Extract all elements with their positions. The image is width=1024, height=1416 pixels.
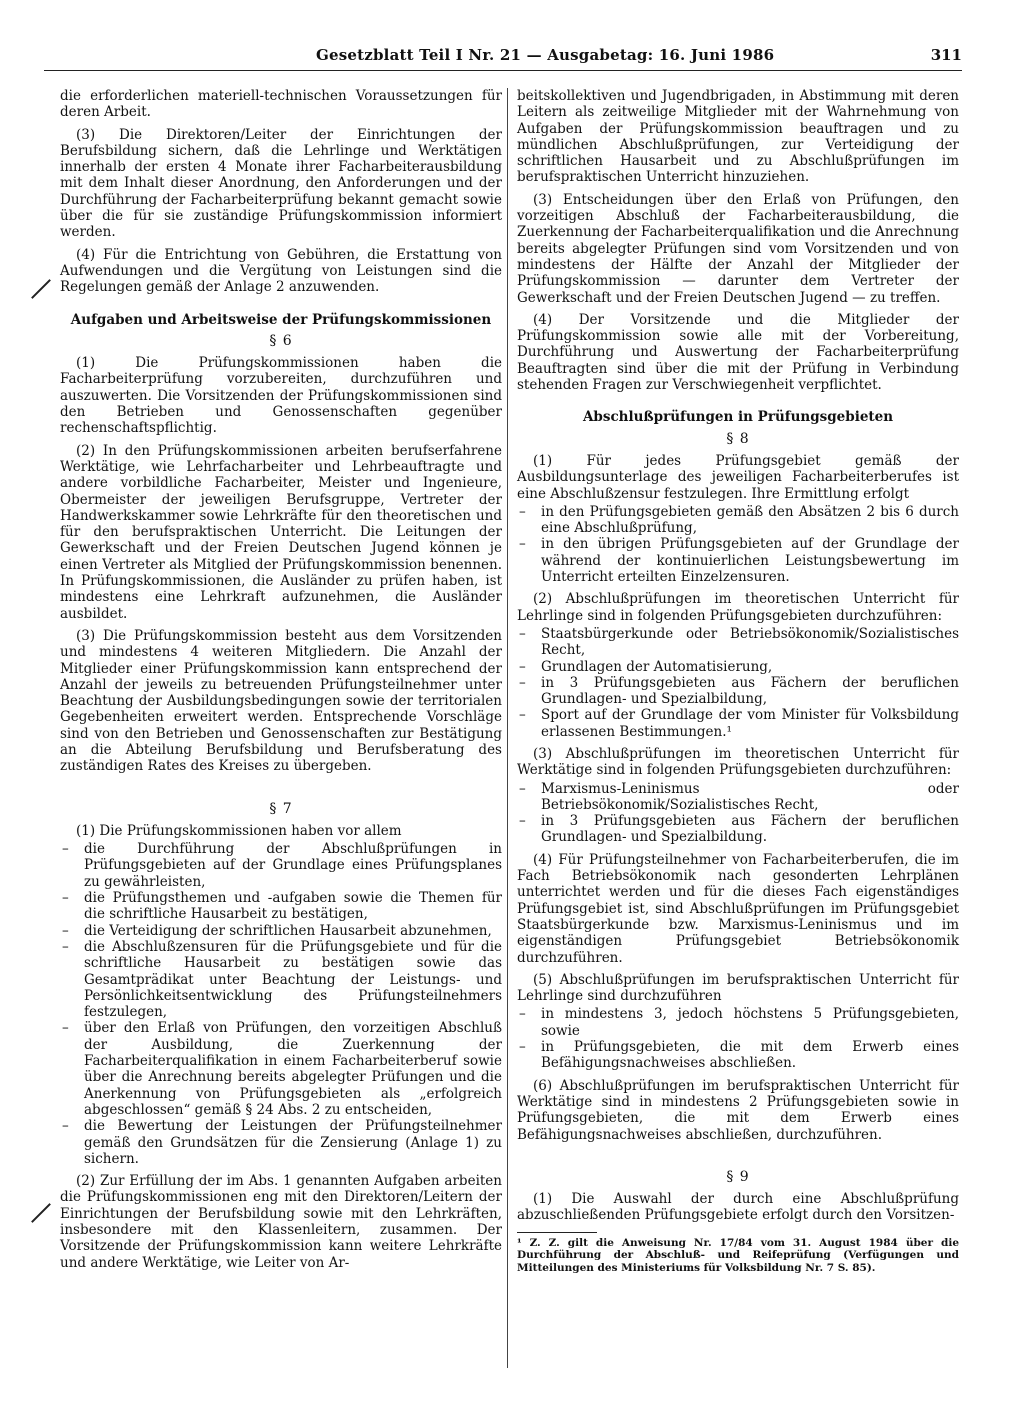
- column-divider: [507, 88, 508, 1368]
- section-number: § 7: [269, 800, 293, 817]
- list-item: – Marxismus-Leninismus oder Betriebsökonomik/Sozialistisches Recht,: [517, 781, 959, 814]
- list-item: – die Durchführung der Abschlußprüfungen in Prüfungsgebieten auf der Grundlage eines Prüfungsplanes zu gewährleisten,: [60, 841, 502, 890]
- list-item: – in Prüfungsgebieten, die mit dem Erwerb eines Befähigungsnachweises abschließen.: [517, 1039, 959, 1072]
- paragraph: (4) Für Prüfungsteilnehmer von Facharbeiterberufen, die im Fach Betriebsökonomik nach gesonderten Lehrplänen unterrichtet werden und für die dieses Fach eigenständiges Prüfungsgebiet ist, sind Abschlußprüfungen im Prüfungsgebiet Staatsbürgerkunde bzw. Marxismus-Leninismus und im eigenständigen Prüfungsgebiet Betriebsökonomik durchzuführen.: [517, 851, 959, 966]
- list-item: – die Bewertung der Leistungen der Prüfungsteilnehmer gemäß den Grundsätzen für die Zensierung (Anlage 1) zu sichern.: [60, 1118, 502, 1167]
- page-number: 311: [930, 46, 962, 64]
- dash-list: [517, 781, 959, 846]
- footnote: ¹ Z. Z. gilt die Anweisung Nr. 17/84 vom 31. August 1984 über die Durchführung der Abschluß- und Reifeprüfung (Verfügungen und Mitteilungen des Ministeriums für Volksbildung Nr. 7 S. 85).: [517, 1236, 959, 1274]
- list-item: – in den Prüfungsgebieten gemäß den Absätzen 2 bis 6 durch eine Abschlußprüfung,: [517, 504, 959, 537]
- left-column: [60, 88, 502, 1277]
- dash-list: [60, 841, 502, 1167]
- section-number: § 6: [269, 332, 293, 349]
- list-item: – die Verteidigung der schriftlichen Hausarbeit abzunehmen,: [60, 923, 502, 939]
- list-item: – in 3 Prüfungsgebieten aus Fächern der beruflichen Grundlagen- und Spezialbildung.: [517, 813, 959, 846]
- paragraph: (1) Die Prüfungskommissionen haben vor allem: [76, 822, 402, 839]
- right-column: [517, 88, 959, 1274]
- paragraph: (4) Der Vorsitzende und die Mitglieder der Prüfungskommission sowie alle mit der Vorbereitung, Durchführung und Auswertung der Facharbeiterprüfung Beauftragten sind über die mit der Prüfung in Verbindung stehenden Fragen zur Verschwiegenheit verpflichtet.: [517, 311, 959, 394]
- list-item: – in mindestens 3, jedoch höchstens 5 Prüfungsgebieten, sowie: [517, 1006, 959, 1039]
- section-heading: Aufgaben und Arbeitsweise der Prüfungskommissionen: [70, 311, 492, 328]
- paragraph: (3) Entscheidungen über den Erlaß von Prüfungen, den vorzeitigen Abschluß der Facharbeiterausbildung, die Zuerkennung der Facharbeiterqualifikation und die Anrechnung bereits abgelegter Prüfungen sind vom Vorsitzenden und von mindestens der Hälfte der Anzahl der Mitglieder der Prüfungskommission — darunter dem Vertreter der Gewerkschaft und der Freien Deutschen Jugend — zu treffen.: [517, 191, 959, 306]
- dash-list: [517, 504, 959, 585]
- section-heading: Abschlußprüfungen in Prüfungsgebieten: [582, 409, 894, 426]
- paragraph: (2) Abschlußprüfungen im theoretischen Unterricht für Lehrlinge sind in folgenden Prüfungsgebieten durchzuführen:: [517, 591, 959, 624]
- paragraph: (3) Die Prüfungskommission besteht aus dem Vorsitzenden und mindestens 4 weiteren Mitgliedern. Die Anzahl der Mitglieder einer Prüfungskommission kann entsprechend der Anzahl der jeweils zu betreuenden Prüfungsteilnehmer unter Beachtung der Ausbildungsbedingungen sowie der territorialen Gegebenheiten erweitert werden. Entsprechende Vorschläge sind von den Betrieben und Genossenschaften zur Bestätigung an die Abteilung Berufsbildung und Berufsberatung des zuständigen Rates des Kreises zu übergeben.: [60, 627, 502, 775]
- list-item: – Sport auf der Grundlage der vom Minister für Volksbildung erlassenen Bestimmungen.¹: [517, 707, 959, 740]
- margin-mark: [31, 279, 51, 299]
- section-number: § 9: [726, 1168, 750, 1185]
- paragraph: (3) Abschlußprüfungen im theoretischen Unterricht für Werktätige sind in folgenden Prüfungsgebieten durchzuführen:: [517, 745, 959, 779]
- list-item: – die Prüfungsthemen und -aufgaben sowie die Themen für die schriftliche Hausarbeit zu bestätigen,: [60, 890, 502, 923]
- paragraph: (3) Die Direktoren/Leiter der Einrichtungen der Berufsbildung sichern, daß die Lehrlinge und Werktätigen innerhalb der ersten 4 Monate ihrer Facharbeiterausbildung mit dem Inhalt dieser Anordnung, den Anforderungen und der Durchführung der Facharbeiterprüfung bekannt gemacht sowie über die für sie zuständige Prüfungskommission informiert werden.: [60, 126, 502, 241]
- list-item: – in 3 Prüfungsgebieten aus Fächern der beruflichen Grundlagen- und Spezialbildung,: [517, 675, 959, 708]
- list-item: – Grundlagen der Automatisierung,: [517, 659, 959, 675]
- footnote-rule: [517, 1232, 597, 1233]
- page-header: [44, 46, 962, 71]
- paragraph: (5) Abschlußprüfungen im berufspraktischen Unterricht für Lehrlinge sind durchzuführen: [517, 971, 959, 1005]
- list-item: – Staatsbürgerkunde oder Betriebsökonomik/Sozialistisches Recht,: [517, 626, 959, 659]
- list-item: – die Abschlußzensuren für die Prüfungsgebiete und für die schriftliche Hausarbeit zu bestätigen sowie das Gesamtprädikat unter Beachtung der Leistungs- und Persönlichkeitsentwicklung des Prüfungsteilnehmers festzulegen,: [60, 939, 502, 1020]
- paragraph: (2) In den Prüfungskommissionen arbeiten berufserfahrene Werktätige, wie Lehrfacharbeiter und Lehrbeauftragte und andere vorbildliche Facharbeiter, Meister und Ingenieure, Obermeister der jeweiligen Berufsgruppe, Vertreter der Handwerkskammer sowie Lehrkräfte für den theoretischen und für den berufspraktischen Unterricht. Die Leitungen der Gewerkschaft und der Freien Deutschen Jugend können je einen Vertreter als Mitglied der Prüfungskommission benennen. In Prüfungskommissionen, die Ausländer zu prüfen haben, ist mindestens eine Lehrkraft aufzunehmen, die Ausländer ausbildet.: [60, 442, 502, 622]
- dash-list: [517, 1006, 959, 1071]
- paragraph: (6) Abschlußprüfungen im berufspraktischen Unterricht für Werktätige sind in mindestens 2 Prüfungsgebieten sowie in Prüfungsgebieten, die mit dem Erwerb eines Befähigungsnachweises abschließen, durchzuführen.: [517, 1077, 959, 1143]
- header-title: Gesetzblatt Teil I Nr. 21 — Ausgabetag: 16. Juni 1986: [316, 46, 775, 64]
- paragraph: die erforderlichen materiell-technischen Voraussetzungen für deren Arbeit.: [60, 88, 502, 121]
- paragraph: beitskollektiven und Jugendbrigaden, in Abstimmung mit deren Leitern als zeitweilige Mitglieder mit der Wahrnehmung von Aufgaben der Prüfungskommission beauftragen und zu mündlichen Abschlußprüfungen, zur Verteidigung der schriftlichen Hausarbeit und zu Abschlußprüfungen im berufspraktischen Unterricht hinzuziehen.: [517, 88, 959, 186]
- paragraph: (1) Die Prüfungskommissionen haben die Facharbeiterprüfung vorzubereiten, durchzuführen und auszuwerten. Die Vorsitzenden der Prüfungskommissionen sind den Betrieben und Genossenschaften gegenüber rechenschaftspflichtig.: [60, 355, 502, 437]
- paragraph: (2) Zur Erfüllung der im Abs. 1 genannten Aufgaben arbeiten die Prüfungskommissionen eng mit den Direktoren/Leitern der Einrichtungen der Berufsbildung sowie mit den Lehrkräften, insbesondere mit den Klassenleitern, zusammen. Der Vorsitzende der Prüfungskommission kann weitere Lehrkräfte und andere Werktätige, wie Leiter von Ar-: [60, 1173, 502, 1271]
- section-number: § 8: [726, 430, 750, 447]
- list-item: – in den übrigen Prüfungsgebieten auf der Grundlage der während der kontinuierlichen Leistungsbewertung im Unterricht erteilten Einzelzensuren.: [517, 536, 959, 585]
- paragraph: (1) Die Auswahl der durch eine Abschlußprüfung abzuschließenden Prüfungsgebiete erfolgt durch den Vorsitzen-: [517, 1191, 959, 1224]
- paragraph: (1) Für jedes Prüfungsgebiet gemäß der Ausbildungsunterlage des jeweiligen Facharbeiterberufes ist eine Abschlußzensur festzulegen. Ihre Ermittlung erfolgt: [517, 452, 959, 502]
- margin-mark: [31, 1203, 51, 1223]
- list-item: – über den Erlaß von Prüfungen, den vorzeitigen Abschluß der Ausbildung, die Zuerkennung der Facharbeiterqualifikation in einem Facharbeiterberuf sowie über die Anrechnung bereits abgelegter Prüfungen und die Anerkennung von Prüfungsgebieten als „erfolgreich abgeschlossen“ gemäß § 24 Abs. 2 zu entscheiden,: [60, 1020, 502, 1118]
- dash-list: [517, 626, 959, 740]
- paragraph: (4) Für die Entrichtung von Gebühren, die Erstattung von Aufwendungen und die Vergütung von Leistungen sind die Regelungen gemäß der Anlage 2 anzuwenden.: [60, 246, 502, 296]
